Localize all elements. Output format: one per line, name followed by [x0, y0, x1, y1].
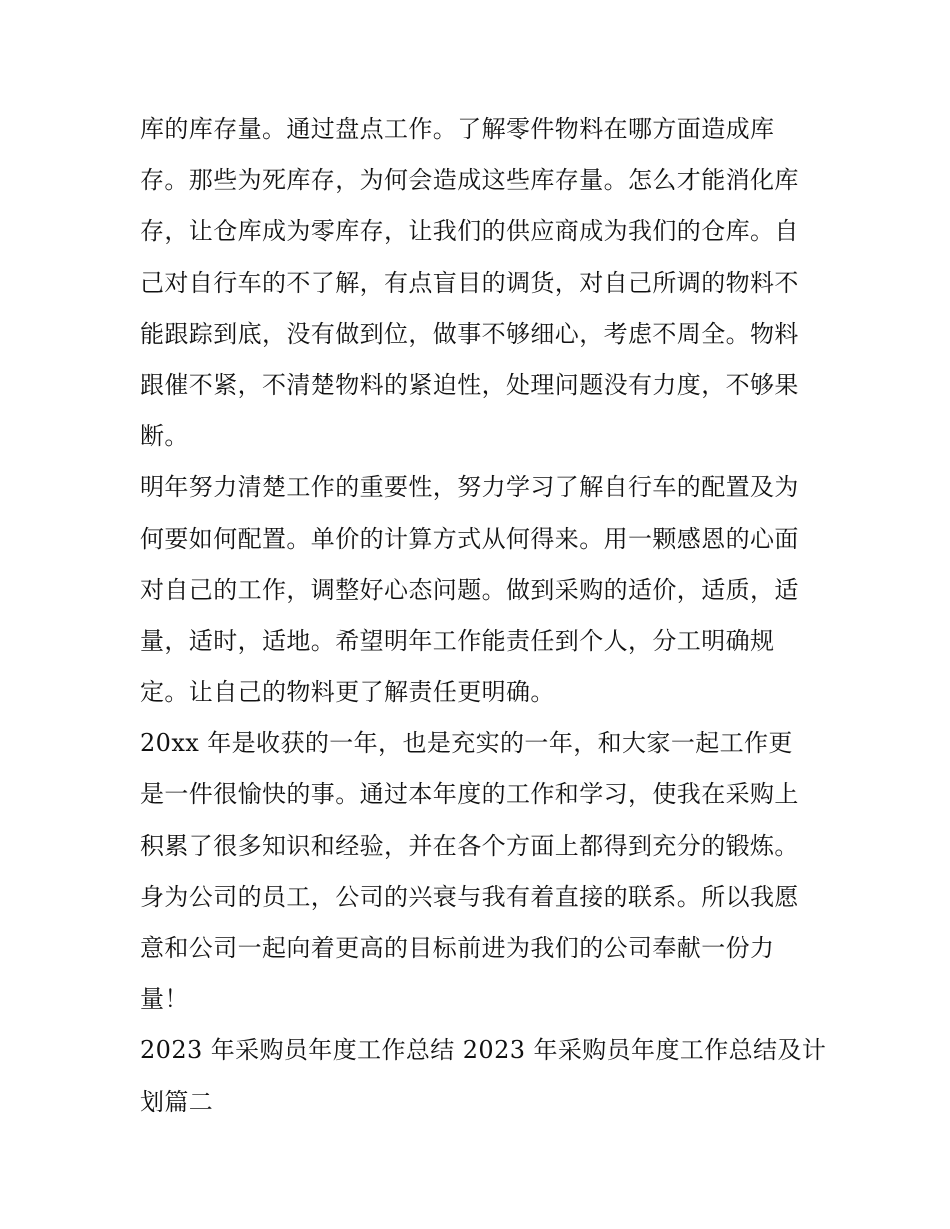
- text-line: 意和公司一起向着更高的目标前进为我们的公司奉献一份力: [140, 934, 775, 962]
- text-line: 跟催不紧，不清楚物料的紧迫性，处理问题没有力度，不够果: [140, 370, 799, 399]
- section-heading-line: 划篇二: [140, 1087, 214, 1116]
- section-heading-line: 2023 年采购员年度工作总结 2023 年采购员年度工作总结及计: [140, 1036, 827, 1065]
- document-body: [140, 104, 827, 1128]
- text-line: 断。: [140, 422, 189, 451]
- text-line: 能跟踪到底，没有做到位，做事不够细心，考虑不周全。物料: [140, 319, 799, 348]
- text-line: 对自己的工作，调整好心态问题。做到采购的适价，适质，适: [140, 575, 799, 604]
- text-line: 是一件很愉快的事。通过本年度的工作和学习，使我在采购上: [140, 780, 799, 809]
- text-line: 量！: [140, 985, 189, 1014]
- text-line: 积累了很多知识和经验，并在各个方面上都得到充分的锻炼。: [140, 831, 799, 860]
- text-line: 己对自行车的不了解，有点盲目的调货，对自己所调的物料不: [140, 268, 799, 297]
- text-line: 何要如何配置。单价的计算方式从何得来。用一颗感恩的心面: [140, 524, 799, 553]
- text-line: 存。那些为死库存，为何会造成这些库存量。怎么才能消化库: [140, 166, 799, 195]
- text-line: 身为公司的员工，公司的兴衰与我有着直接的联系。所以我愿: [140, 882, 799, 911]
- text-line: 存，让仓库成为零库存，让我们的供应商成为我们的仓库。自: [140, 217, 799, 246]
- text-line: 量，适时，适地。希望明年工作能责任到个人，分工明确规: [140, 626, 775, 655]
- text-line: 定。让自己的物料更了解责任更明确。: [140, 678, 555, 707]
- text-line: 库的库存量。通过盘点工作。了解零件物料在哪方面造成库: [140, 115, 775, 143]
- text-line: 20xx 年是收获的一年，也是充实的一年，和大家一起工作更: [140, 729, 793, 758]
- text-line: 明年努力清楚工作的重要性，努力学习了解自行车的配置及为: [140, 473, 799, 502]
